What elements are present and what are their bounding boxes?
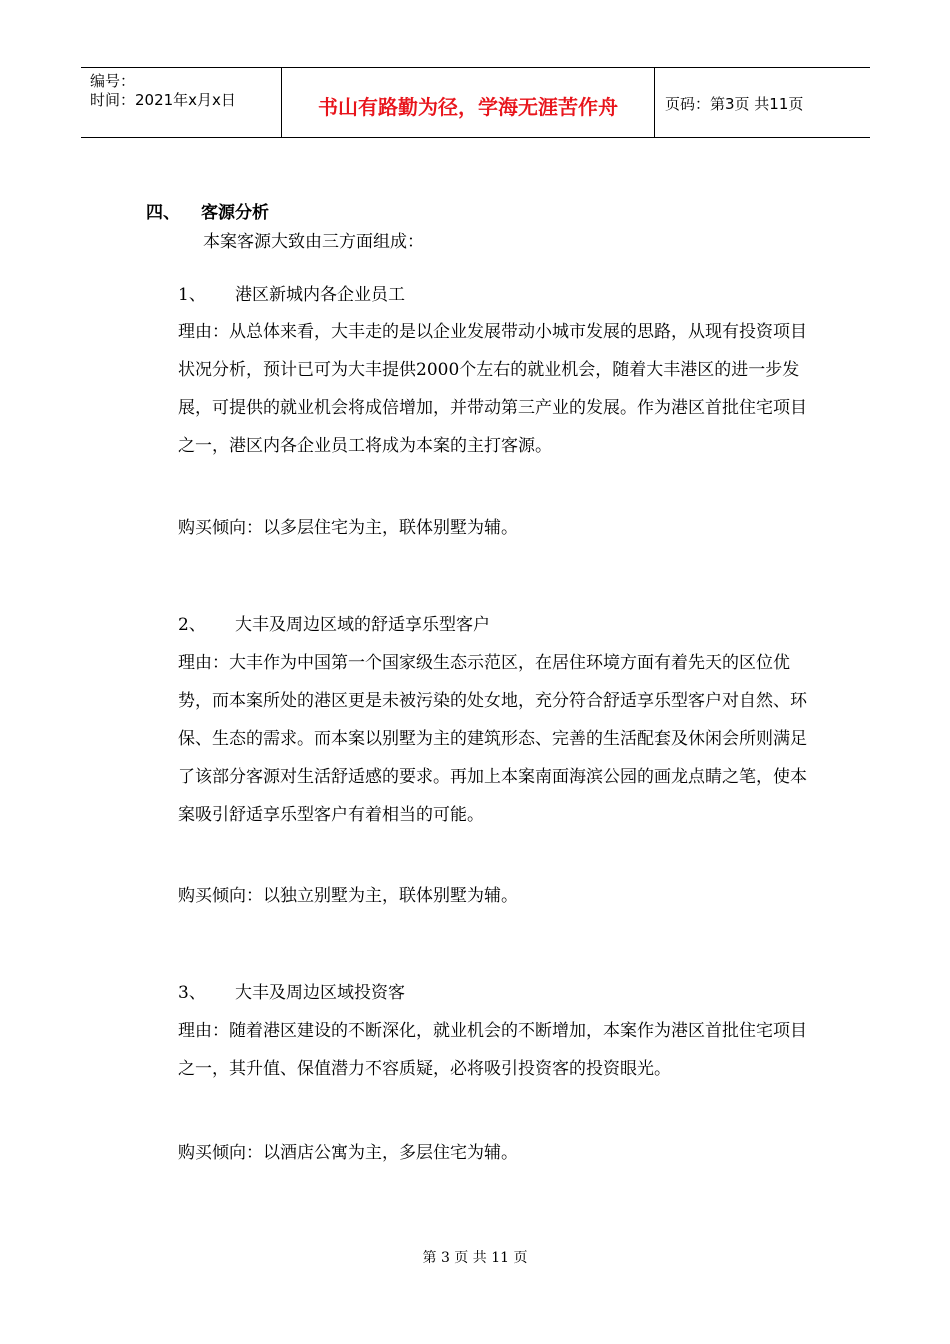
- page-header: [81, 67, 870, 138]
- header-motto: 书山有路勤为径，学海无涯苦作舟: [282, 68, 655, 137]
- document-date: 时间：2021年x月x日: [90, 91, 236, 109]
- header-meta: [81, 68, 282, 137]
- item-tendency: 购买倾向：以多层住宅为主，联体别墅为辅。: [178, 518, 518, 538]
- section-title: 客源分析: [201, 203, 269, 223]
- item-number: 1、: [178, 285, 206, 305]
- list-item-heading: [178, 978, 405, 1003]
- item-tendency: 购买倾向：以独立别墅为主，联体别墅为辅。: [178, 886, 518, 906]
- item-reason: 理由：从总体来看，大丰走的是以企业发展带动小城市发展的思路，从现有投资项目状况分析，预计已可为大丰提供2000个左右的就业机会，随着大丰港区的进一步发展，可提供的就业机会将成倍增加，并带动第三产业的发展。作为港区首批住宅项目之一，港区内各企业员工将成为本案的主打客源。: [178, 322, 807, 456]
- item-title: 大丰及周边区域投资客: [235, 983, 405, 1003]
- item-reason: 理由：随着港区建设的不断深化，就业机会的不断增加，本案作为港区首批住宅项目之一，其升值、保值潜力不容质疑，必将吸引投资客的投资眼光。: [178, 1021, 807, 1079]
- list-item-heading: [178, 610, 490, 635]
- item-number: 3、: [178, 983, 206, 1003]
- section-number: 四、: [146, 203, 180, 223]
- section-heading: [146, 198, 269, 223]
- item-reason: 理由：大丰作为中国第一个国家级生态示范区，在居住环境方面有着先天的区位优势，而本案所处的港区更是未被污染的处女地，充分符合舒适享乐型客户对自然、环保、生态的需求。而本案以别墅为主的建筑形态、完善的生活配套及休闲会所则满足了该部分客源对生活舒适感的要求。再加上本案南面海滨公园的画龙点睛之笔，使本案吸引舒适享乐型客户有着相当的可能。: [178, 653, 807, 825]
- list-item-heading: [178, 280, 405, 305]
- document-number: 编号：: [90, 72, 136, 90]
- item-title: 港区新城内各企业员工: [235, 285, 405, 305]
- page-footer: 第 3 页 共 11 页: [422, 1250, 528, 1266]
- item-title: 大丰及周边区域的舒适享乐型客户: [235, 615, 490, 635]
- item-number: 2、: [178, 615, 206, 635]
- header-page-info: 页码：第3页 共11页: [665, 95, 804, 113]
- item-tendency: 购买倾向：以酒店公寓为主，多层住宅为辅。: [178, 1143, 518, 1163]
- section-intro: 本案客源大致由三方面组成：: [203, 232, 424, 252]
